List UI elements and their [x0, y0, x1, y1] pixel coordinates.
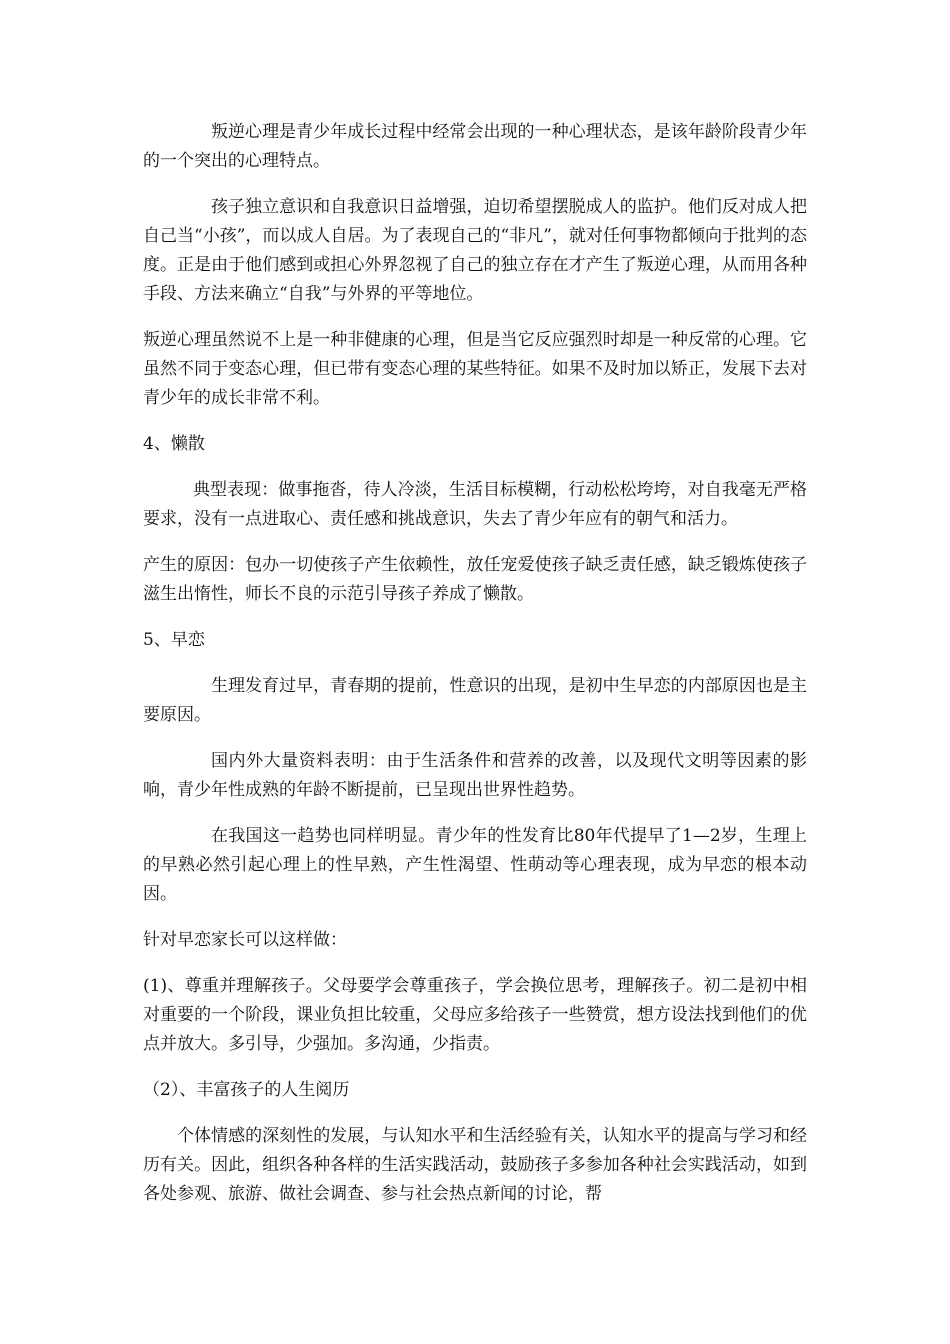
paragraph-rebellion-cause: 孩子独立意识和自我意识日益增强，迫切希望摆脱成人的监护。他们反对成人把自己当“小孩”，而以成人自居。为了表现自己的“非凡”，就对任何事物都倾向于批判的态度。正是由于他们感到或担心外界忽视了自己的独立存在才产生了叛逆心理，从而用各种手段、方法来确立“自我”与外界的平等地位。 — [143, 197, 807, 304]
advice-heading-experience: （2）、丰富孩子的人生阅历 — [143, 1080, 350, 1100]
paragraph-advice-experience: 个体情感的深刻性的发展，与认知水平和生活经验有关，认知水平的提高与学习和经历有关。因此，组织各种各样的生活实践活动，鼓励孩子多参加各种社会实践活动，如到各处参观、旅游、做社会调查、参与社会热点新闻的讨论，帮 — [143, 1126, 807, 1204]
paragraph-rebellion-effect: 叛逆心理虽然说不上是一种非健康的心理，但是当它反应强烈时却是一种反常的心理。它虽然不同于变态心理，但已带有变态心理的某些特征。如果不及时加以矫正，发展下去对青少年的成长非常不利。 — [143, 330, 807, 408]
paragraph-laziness-causes: 产生的原因：包办一切使孩子产生依赖性，放任宠爱使孩子缺乏责任感，缺乏锻炼使孩子滋生出惰性，师长不良的示范引导孩子养成了懒散。 — [143, 555, 807, 604]
paragraph-advice-respect: (1)、尊重并理解孩子。父母要学会尊重孩子，学会换位思考，理解孩子。初二是初中相对重要的一个阶段，课业负担比较重，父母应多给孩子一些赞赏，想方设法找到他们的优点并放大。多引导，少强加。多沟通，少指责。 — [143, 976, 807, 1054]
paragraph-early-love-china: 在我国这一趋势也同样明显。青少年的性发育比80年代提早了1—2岁，生理上的早熟必然引起心理上的性早熟，产生性渴望、性萌动等心理表现，成为早恋的根本动因。 — [143, 826, 807, 904]
paragraph-early-love-internal-cause: 生理发育过早，青春期的提前，性意识的出现，是初中生早恋的内部原因也是主要原因。 — [143, 676, 807, 725]
section-heading-early-love: 5、早恋 — [143, 630, 205, 650]
document-page — [143, 118, 807, 1226]
paragraph-parent-advice-intro: 针对早恋家长可以这样做： — [143, 930, 347, 950]
paragraph-early-love-research: 国内外大量资料表明：由于生活条件和营养的改善，以及现代文明等因素的影响，青少年性成熟的年龄不断提前，已呈现出世界性趋势。 — [143, 751, 807, 800]
section-heading-laziness: 4、懒散 — [143, 434, 205, 454]
paragraph-laziness-symptoms: 典型表现：做事拖沓，待人冷淡，生活目标模糊，行动松松垮垮，对自我毫无严格要求，没有一点进取心、责任感和挑战意识，失去了青少年应有的朝气和活力。 — [143, 480, 807, 529]
paragraph-rebellion-intro: 叛逆心理是青少年成长过程中经常会出现的一种心理状态，是该年龄阶段青少年的一个突出的心理特点。 — [143, 122, 807, 171]
